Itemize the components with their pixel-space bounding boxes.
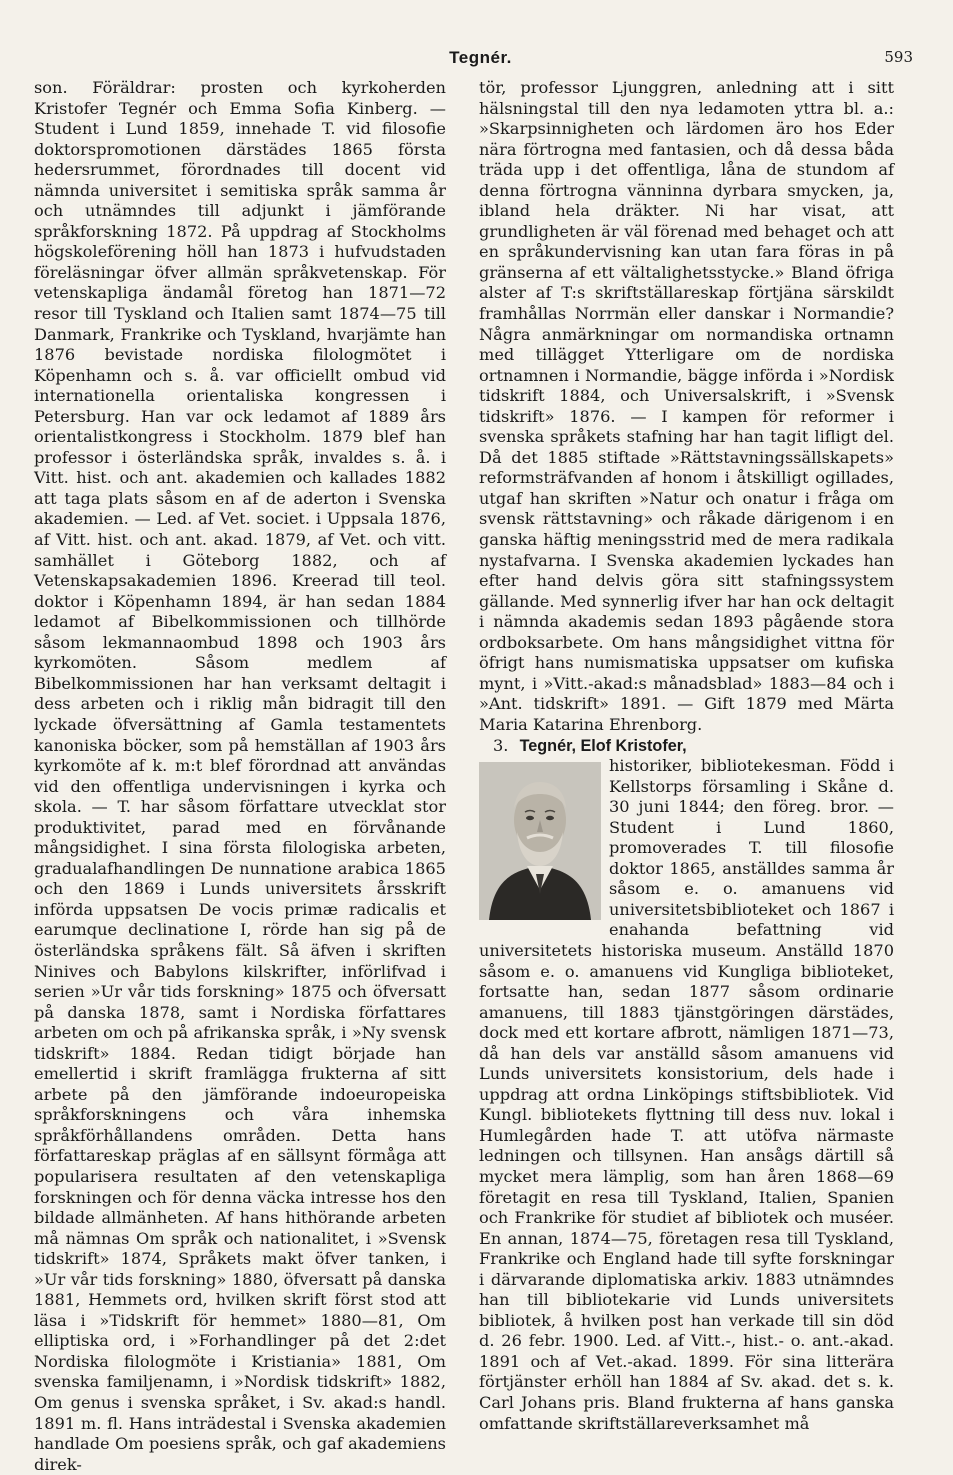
page-header [48,48,913,74]
entry-name: Tegnér, Elof Kristofer, [519,736,687,755]
portrait-drawing [479,762,601,920]
right-column [479,78,894,1433]
entry-paragraph [479,736,894,757]
left-column-text: son. Föräldrar: prosten och kyrkoherden Kristofer Tegnér och Emma Sofia Kinberg. — Student i Lund 1859, innehade T. vid filosofie doktorspromotionen därstädes 1865 första hedersrummet, förordnades till docent vid nämnda universitet i semitiska språk samma år och utnämndes till adjunkt i jämförande språkforskning 1872. På uppdrag af Stockholms högskoleförening höll han 1873 i hufvudstaden föreläsningar öfver allmän språkvetenskap. För vetenskapliga ändamål företog han 1871—72 resor till Tyskland och Italien samt 1874—75 till Danmark, Frankrike och Tyskland, hvarjämte han 1876 bevistade nordiska filologmötet i Köpenhamn och s. å. var officiellt ombud vid internationella orientaliska kongressen i Petersburg. Han var ock ledamot af 1889 års orientalistkongress i Stockholm. 1879 blef han professor i österländska språk, invaldes s. å. i Vitt. hist. och ant. akademien och kallades 1882 att taga plats såsom en af de aderton i Svenska akademien. — Led. af Vet. societ. i Uppsala 1876, af Vitt. hist. och ant. akad. 1879, af Vet. och vitt. samhället i Göteborg 1882, och af Vetenskapsakademien 1896. Kreerad till teol. doktor i Köpenhamn 1894, är han sedan 1884 ledamot af Bibelkommissionen och tillhörde såsom lekmannaombud 1898 och 1903 års kyrkomöten. Såsom medlem af Bibelkommissionen har han verksamt deltagit i dess arbeten och i riklig mån bidragit till den lyckade öfversättning af Gamla testamentets kanoniska böcker, som på hemställan af 1903 års kyrkomöte af k. m:t blef förordnad att användas vid den offentliga undervisningen i kyrka och skola. — T. har såsom författare utvecklat stor produktivitet, parad med en förvånande mångsidighet. I sina första filologiska arbeten, gradualafhandlingen De nunnatione arabica 1865 och den 1869 i Lunds universitets årsskrift införda uppsatsen De vocis primæ radicalis et earumque declinatione I, rörde han sig på de österländska språkens fält. Så äfven i skriften Ninives och Babylons kilskrifter, införlifvad i serien »Ur vår tids forskning» 1875 och öfversatt på danska 1878, samt i Nordiska författares arbeten om och på afrikanska språk, i »Ny svensk tidskrift» 1884. Redan tidigt började han emellertid i skrift framlägga frukterna af sitt arbete på den jämförande indoeuropeiska språkforskningens och våra inhemska språkförhållandens områden. Detta hans författareskap präglas af en sällsynt förmåga att popularisera resultaten af den vetenskapliga forskningen och för denna väcka intresse hos den bildade allmänheten. Af hans hithörande arbeten må nämnas Om språk och nationalitet, i »Svensk tidskrift» 1874, Språkets makt öfver tanken, i »Ur vår tids forskning» 1880, öfversatt på danska 1881, Hemmets ord, hvilken skrift först stod att läsa i »Tidskrift för hemmet» 1880—81, Om elliptiska ord, i »Forhandlinger på det 2:det Nordiska filologmöte i Kristiania» 1881, Om svenska familjenamn, i »Nordisk tidskrift» 1882, Om genus i svenska språket, i Sv. akad:s handl. 1891 m. fl. Hans inträdestal i Svenska akademien handlade Om poesiens språk, och gaf akademiens direk- [34,78,446,1474]
right-column-continuation: tör, professor Ljunggren, anledning att i sitt hälsningstal till den nya ledamoten yttra bl. a.: »Skarpsinnigheten och lärdomen äro hos Eder nära förtrogna med fantasien, och då dessa båda träda upp i det offentliga, låna de stundom af denna förtrogna vänninna dyrbara smycken, ja, ibland hela dräkter. Ni har visat, att grundligheten är väl förenad med behaget och att en språkundervisning kan utan fara föras in på gränserna af ett vältalighetsstycke.» Bland öfriga alster af T:s skriftställareskap förtjäna särskildt framhållas Norrmän eller danskar i Normandie? Några anmärkningar om normandiska ortnamn med tillägget Ytterligare om de nordiska ortnamnen i Normandie, bägge införda i »Nordisk tidskrift 1884, och Universalskrift, i »Svensk tidskrift» 1876. — I kampen för reformer i svenska språkets stafning har han tagit lifligt del. Då det 1885 stiftade »Rättstavningssällskapets» reformsträfvanden af honom i åtskilligt ogillades, utgaf han skriften »Natur och onatur i fråga om svensk rättstavning» och råkade därigenom i en ganska häftig meningsstrid med de mera radikala nystafvarna. I Svenska akademien lyckades han efter hand delvis göra sitt stafningssystem gällande. Med synnerlig ifver har han ock deltagit i nämnda akademis sedan 1893 pågående stora ordboksarbete. Om hans mångsidighet vittna för öfrigt hans numismatiska uppsatser om kufiska mynt, i »Vitt.-akad:s månadsblad» 1883—84 och i »Ant. tidskrift» 1891. — Gift 1879 med Märta Maria Katarina Ehrenborg. [479,78,894,734]
entry-number: 3. [493,735,509,755]
left-column [34,78,446,1474]
portrait-image [479,762,601,920]
running-title: Tegnér. [449,48,512,67]
entry-text: historiker, bibliotekesman. Född i Kellstorps församling i Skåne d. 30 juni 1844; den föreg. bror. — Student i Lund 1860, promoverades T. till filosofie doktor 1865, anställdes samma år såsom e. o. amanuens vid universitetsbiblioteket och 1867 i enahanda befattning vid universitetets historiska museum. Anställd 1870 såsom e. o. amanuens vid Kungliga biblioteket, fortsatte han, sedan 1877 såsom ordinarie amanuens, till 1883 tjänstgöringen därstädes, dock med ett kortare afbrott, nämligen 1871—73, då han dels var anställd såsom amanuens vid Lunds universitets konsistorium, dels hade i uppdrag att ordna Linköpings stiftsbibliotek. Vid Kungl. bibliotekets flyttning till dess nuv. lokal i Humlegården hade T. att utöfva närmaste ledningen och tillsynen. Han ansågs därtill så mycket mera lämplig, som han åren 1868—69 företagit en resa till Tyskland, Italien, Spanien och Frankrike för studiet af bibliotek och muséer. En annan, 1874—75, företagen resa till Tyskland, Frankrike och England hade till syfte forskningar i därvarande diplomatiska arkiv. 1883 utnämndes han till bibliotekarie vid Lunds universitets bibliotek, å hvilken post han verkade till sin död d. 26 febr. 1900. Led. af Vitt.-, hist.- o. ant.-akad. 1891 och af Vet.-akad. 1899. För sina litterära förtjänster erhöll han 1884 af Sv. akad. det s. k. Carl Johans pris. Bland frukterna af hans ganska omfattande skriftställareverksamhet må [479,756,894,1433]
page-number: 593 [884,48,913,66]
